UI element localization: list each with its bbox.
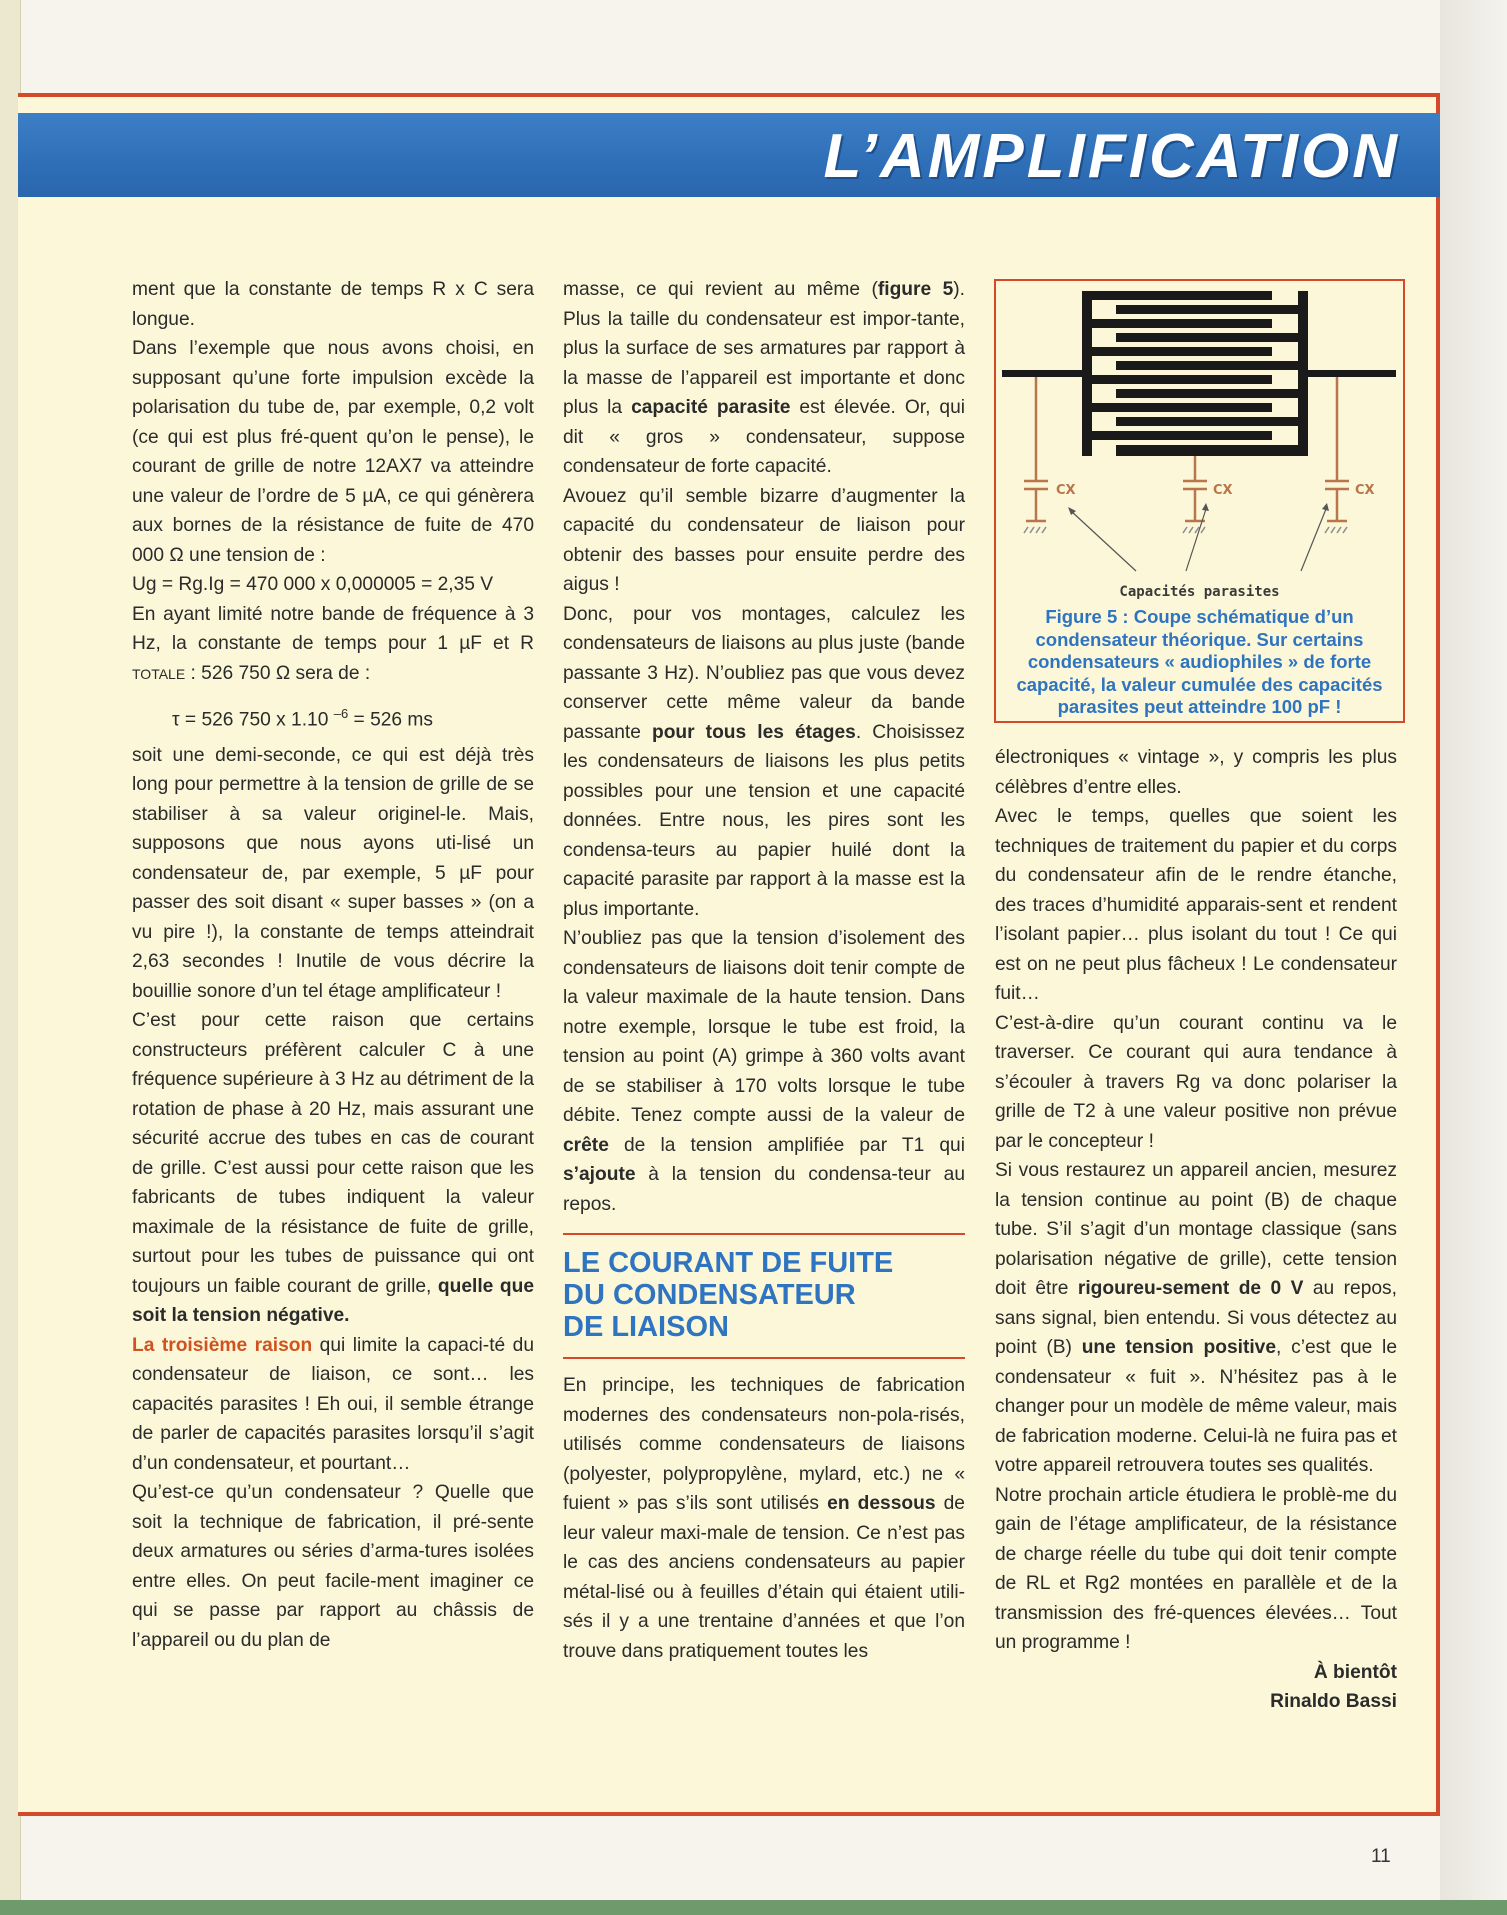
cx-label: CX [1213, 483, 1233, 498]
section-divider [563, 1357, 965, 1359]
paragraph [132, 1006, 534, 1331]
paragraph [995, 1156, 1397, 1481]
paragraph: Qu’est-ce qu’un condensateur ? Quelle que soit la technique de fabrication, il pré-sente deux armatures ou séries d’arma-tures isolées entre elles. On peut facile-ment imaginer ce qui se passe par rapport au châssis de l’appareil ou du plan de [132, 1482, 534, 1651]
cx-label: CX [1056, 483, 1076, 498]
text-run: C’est pour cette raison que certains constructeurs préfèrent calculer C à une fréquence supérieure à 3 Hz au détriment de la rotation de phase à 20 Hz, mais assurant une sécurité accrue des tubes en cas de courant de grille. C’est aussi pour cette raison que les fabricants de tubes indiquent la valeur maximale de la résistance de fuite de grille, surtout pour les tubes de puissance qui ont toujours un faible courant de grille, [132, 1010, 534, 1297]
paragraph [563, 275, 965, 482]
figure-5-box [994, 279, 1405, 723]
text-run: ). Plus la taille du condensateur est impor-tante, plus la surface de ses armatures par rapport à la masse de l’appareil est importante et donc plus la [563, 279, 965, 418]
column-1 [132, 275, 534, 1655]
column-2 [563, 275, 965, 1666]
bold-text: une tension positive [1081, 1337, 1277, 1358]
cx-label: CX [1355, 483, 1375, 498]
bold-text: s’ajoute [563, 1164, 636, 1185]
bold-text: rigoureu-sement de 0 V [1077, 1278, 1304, 1299]
text-run: au repos, sans signal, bien entendu. Si vous détectez au point (B) [995, 1278, 1397, 1358]
heading-line: DE LIAISON [563, 1311, 729, 1343]
bold-text: en dessous [827, 1493, 936, 1514]
bold-text: quelle que soit la tension négative. [132, 1275, 535, 1327]
paragraph [132, 1331, 534, 1479]
parasitic-capacitance-label: Capacités parasites [1119, 584, 1280, 600]
text-run: qui limite la capaci-té du condensateur de liaison, ce sont… les capacités parasites ! Eh oui, il semble étrange de parler de capacités parasites lorsqu’il s’agit d’un condensateur, et pourtant… [132, 1334, 534, 1474]
equation-line: Ug = Rg.Ig = 470 000 x 0,000005 = 2,35 V [132, 574, 494, 595]
paragraph: soit une demi-seconde, ce qui est déjà très long pour permettre à la tension de grille de se stabiliser à sa valeur originel-le. Mais, supposons que nous ayons uti-lisé un condensateur de, par exemple, 5 µF pour passer des soit disant « super basses » (on a vu pire !), la constante de temps atteindrait 2,63 secondes ! Inutile de vous décrire la bouillie sonore d’un tel étage amplificateur ! [132, 744, 534, 1002]
page-bottom-strip [0, 1900, 1507, 1915]
section-title-banner: L’AMPLIFICATION [823, 122, 1400, 191]
bold-text: capacité parasite [631, 397, 791, 418]
text-run: de leur valeur maxi-male de tension. Ce n’est pas le cas des anciens condensateurs au papier métal-lisé ou à feuilles d’étain qui étaient utili-sés il y a une trentaine d’années et que l’on trouve dans pratiquement toutes les [563, 1493, 965, 1662]
text-run: Si vous restaurez un appareil ancien, mesurez la tension continue au point (B) de chaque tube. S’il s’agit d’un montage classique (sans polarisation négative de grille), cette tension doit être [995, 1160, 1397, 1299]
text-run: , c’est que le condensateur « fuit ». N’hésitez pas à le changer pour un modèle de même valeur, mais de fabrication moderne. Celui-là ne fuira pas et votre appareil retrouvera toutes ses qualités. [995, 1337, 1397, 1476]
section-divider [563, 1233, 965, 1235]
author-name: Rinaldo Bassi [1270, 1691, 1397, 1712]
paragraph [563, 600, 965, 925]
signoff: À bientôt [1313, 1661, 1397, 1683]
paragraph: C’est-à-dire qu’un courant continu va le traverser. Ce courant qui aura tendance à s’écouler à travers Rg va donc polariser la grille de T2 à une valeur positive non prévue par le concepteur ! [995, 1012, 1397, 1152]
paragraph: Avec le temps, quelles que soient les techniques de traitement du papier et du corps du condensateur afin de le rendre étanche, des traces d’humidité apparais-sent et rendent l’isolant papier… plus isolant du tout ! Ce qui est on ne peut plus fâcheux ! Le condensateur fuit… [995, 806, 1397, 1004]
time-constant-formula [132, 699, 534, 735]
text-run: masse, ce qui revient au même ( [563, 279, 878, 300]
text-run: En ayant limité notre bande de fréquence à 3 Hz, la constante de temps pour 1 µF et R [132, 603, 534, 654]
text-run: à la tension du condensa-teur au repos. [563, 1164, 965, 1215]
section-heading [563, 1247, 965, 1343]
small-caps-subscript: TOTALE [132, 665, 186, 682]
text-run: En principe, les techniques de fabrication modernes des condensateurs non-pola-risés, utilisés comme condensateurs de liaisons (polyester, polypropylène, mylard, etc.) ne « fuient » pas s’ils sont utilisés [563, 1375, 965, 1514]
text-run: . Choisissez les condensateurs de liaisons les plus petits possibles pour une tension et une capacité données. Entre nous, les pires sont les condensa-teurs au papier huilé dont la capacité parasite par rapport à la masse est la plus importante. [563, 721, 965, 920]
header-banner [18, 113, 1440, 197]
paragraph: ment que la constante de temps R x C sera longue. [132, 279, 534, 330]
paragraph: Dans l’exemple que nous avons choisi, en supposant qu’une forte impulsion excède la polarisation du tube de, par exemple, 0,2 volt (ce qui est plus fré-quent qu’on le pense), le courant de grille de notre 12AX7 va atteindre une valeur de l’ordre de 5 µA, ce qui génèrera aux bornes de la résistance de fuite de 470 000 Ω une tension de : [132, 338, 534, 566]
formula-exponent: –6 [333, 706, 349, 721]
figure-reference: figure 5 [877, 279, 954, 300]
text-run: de la tension amplifiée par T1 qui [608, 1134, 965, 1156]
text-run: Donc, pour vos montages, calculez les condensateurs de liaisons au plus juste (bande passante 3 Hz). N’oubliez pas que vous devez conserver cette même valeur da bande passante [563, 603, 965, 743]
page-number: 11 [1371, 1846, 1391, 1867]
bold-text: pour tous les étages [651, 721, 856, 743]
highlight-text: La troisième raison [132, 1334, 313, 1356]
adjacent-page-edge [1440, 0, 1507, 1915]
formula-result: = 526 ms [348, 709, 434, 731]
text-run: est élevée. Or, qui dit « gros » condensateur, suppose condensateur de forte capacité. [563, 397, 965, 477]
text-run: : 526 750 Ω sera de : [185, 662, 371, 684]
paragraph [563, 1371, 965, 1666]
bold-text: crête [563, 1134, 609, 1156]
paragraph: électroniques « vintage », y compris les plus célèbres d’entre elles. [995, 747, 1397, 798]
figure-caption: Figure 5 : Coupe schématique d’un condensateur théorique. Sur certains condensateurs « audiophiles » de forte capacité, la valeur cumulée des capacités parasites peut atteindre 100 pF ! [1016, 606, 1383, 717]
paragraph [132, 600, 534, 690]
text-run: N’oubliez pas que la tension d’isolement des condensateurs de liaisons doit tenir compte de la valeur maximale de la haute tension. Dans notre exemple, lorsque le tube est froid, la tension au point (A) grimpe à 360 volts avant de se stabiliser à 170 volts lorsque le tube débite. Tenez compte aussi de la valeur de [563, 928, 965, 1126]
paragraph [563, 924, 965, 1219]
column-3 [995, 743, 1397, 1717]
paragraph: Avouez qu’il semble bizarre d’augmenter la capacité du condensateur de liaison pour obtenir des basses pour ensuite perdre des aigus ! [563, 485, 965, 595]
formula-text: τ = 526 750 x 1.10 [172, 709, 334, 731]
paragraph: Notre prochain article étudiera le problè-me du gain de l’étage amplificateur, de la résistance de charge réelle du tube qui doit tenir compte de RL et Rg2 montées en parallèle et de la transmission des fré-quences élevées… Tout un programme ! [995, 1484, 1397, 1653]
heading-line: LE COURANT DE FUITE [563, 1247, 894, 1279]
heading-line: DU CONDENSATEUR [563, 1279, 856, 1311]
